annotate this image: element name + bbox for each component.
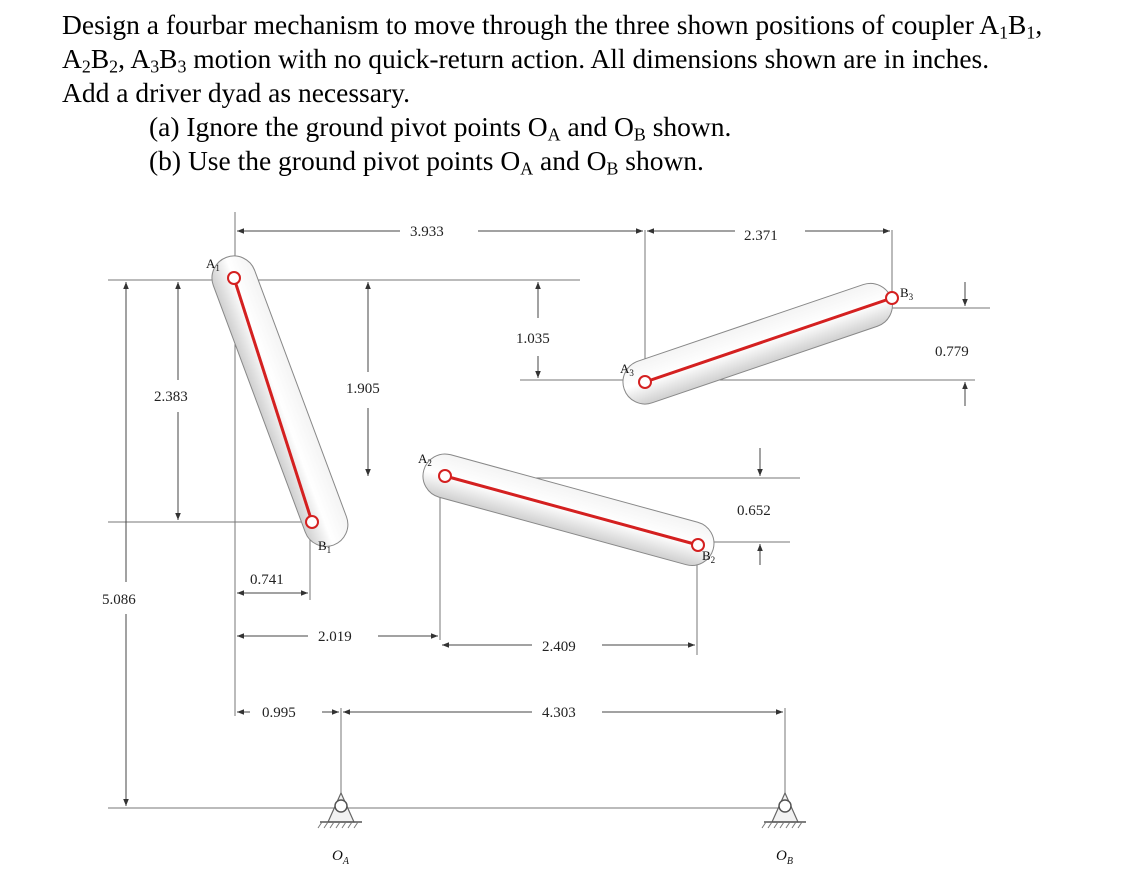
- coupler-link-3: [645, 298, 892, 382]
- part-b: (b) Use the ground pivot points $O_A$ and $O_B$ shown.: [149, 145, 704, 179]
- dim-2409: 2.409: [542, 639, 576, 655]
- label-A1: $A_1$: [206, 256, 220, 273]
- coupler-link-2: [445, 476, 698, 545]
- pivot-A2: [439, 470, 451, 482]
- dim-0741: 0.741: [250, 572, 284, 588]
- problem-line-1: Design a fourbar mechanism to move through the three shown positions of coupler $A_1B_1$,: [62, 9, 1043, 43]
- problem-line-3: Add a driver dyad as necessary.: [62, 77, 410, 108]
- dim-0652: 0.652: [737, 503, 771, 519]
- label-B2: $B_2$: [702, 548, 716, 565]
- problem-line-2: $A_2B_2$, $A_3B_3$ motion with no quick-return action. All dimensions shown are in inches.: [62, 43, 990, 77]
- ground-pivot-OB: [762, 793, 806, 867]
- dim-2019: 2.019: [318, 629, 352, 645]
- coupler-position-1: [206, 250, 354, 555]
- coupler-position-3: [617, 278, 914, 410]
- dim-1905: 1.905: [346, 381, 380, 397]
- label-A2: $A_2$: [418, 451, 432, 468]
- label-B1: $B_1$: [318, 538, 332, 555]
- dim-3933: 3.933: [410, 224, 444, 240]
- label-OA: $O_A$: [332, 848, 349, 867]
- pivot-A3: [639, 376, 651, 388]
- pivot-B3: [886, 292, 898, 304]
- label-OB: $O_B$: [776, 848, 793, 867]
- coupler-position-2: [418, 449, 719, 571]
- dim-2383: 2.383: [154, 389, 188, 405]
- part-a: (a) Ignore the ground pivot points $O_A$ and $O_B$ shown.: [149, 111, 732, 145]
- dim-2371: 2.371: [744, 228, 778, 244]
- ground-pivot-OA: [318, 793, 362, 867]
- dim-1035: 1.035: [516, 331, 550, 347]
- dim-0779: 0.779: [935, 344, 969, 360]
- oa-pin-icon: [335, 800, 347, 812]
- pivot-A1: [228, 272, 240, 284]
- label-A3: $A_3$: [620, 361, 634, 378]
- ob-pin-icon: [779, 800, 791, 812]
- dim-0995: 0.995: [262, 705, 296, 721]
- dim-4303: 4.303: [542, 705, 576, 721]
- dim-5086: 5.086: [102, 592, 136, 608]
- label-B3: $B_3$: [900, 285, 914, 302]
- pivot-B1: [306, 516, 318, 528]
